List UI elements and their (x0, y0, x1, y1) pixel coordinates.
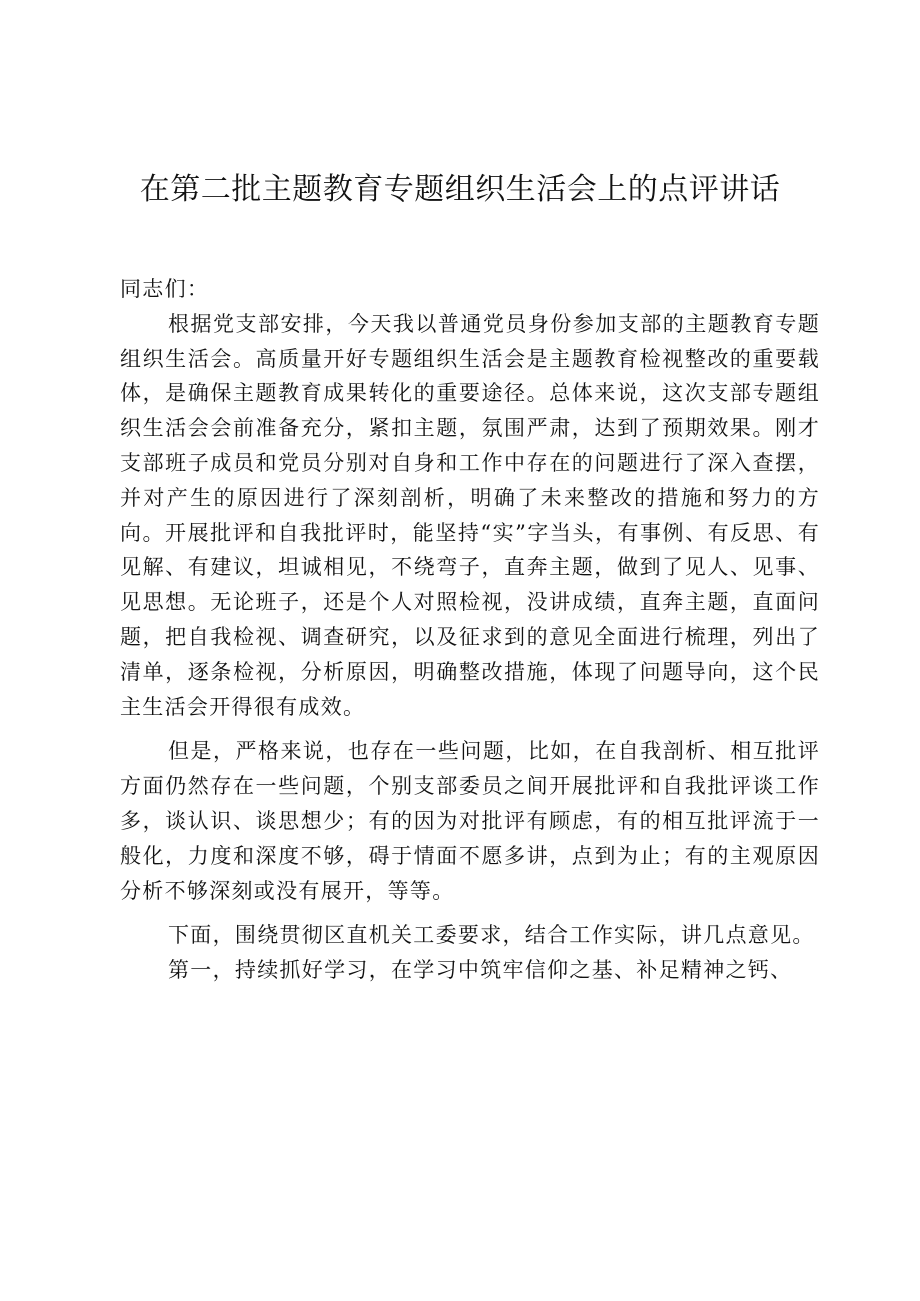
paragraph-3: 下面，围绕贯彻区直机关工委要求，结合工作实际，讲几点意见。 (168, 923, 815, 948)
document-body (120, 272, 820, 988)
salutation: 同志们： (120, 277, 210, 301)
document-title: 在第二批主题教育专题组织生活会上的点评讲话 (139, 172, 781, 207)
paragraph-1: 根据党支部安排，今天我以普通党员身份参加支部的主题教育专题组织生活会。高质量开好专题组织生活会是主题教育检视整改的重要载体，是确保主题教育成果转化的重要途径。总体来说，这次支部专题组织生活会会前准备充分，紧扣主题，氛围严肃，达到了预期效果。刚才支部班子成员和党员分别对自身和工作中存在的问题进行了深入查摆，并对产生的原因进行了深刻剖析，明确了未来整改的措施和努力的方向。开展批评和自我批评时，能坚持“实”字当头，有事例、有反思、有见解、有建议，坦诚相见，不绕弯子，直奔主题，做到了见人、见事、见思想。无论班子，还是个人对照检视，没讲成绩，直奔主题，直面问题，把自我检视、调查研究，以及征求到的意见全面进行梳理，列出了清单，逐条检视，分析原因，明确整改措施，体现了问题导向，这个民主生活会开得很有成效。 (120, 311, 820, 719)
paragraph-4: 第一，持续抓好学习，在学习中筑牢信仰之基、补足精神之钙、 (168, 958, 793, 983)
paragraph-2: 但是，严格来说，也存在一些问题，比如，在自我剖析、相互批评方面仍然存在一些问题，个别支部委员之间开展批评和自我批评谈工作多，谈认识、谈思想少；有的因为对批评有顾虑，有的相互批评流于一般化，力度和深度不够，碍于情面不愿多讲，点到为止；有的主观原因分析不够深刻或没有展开，等等。 (120, 739, 820, 903)
